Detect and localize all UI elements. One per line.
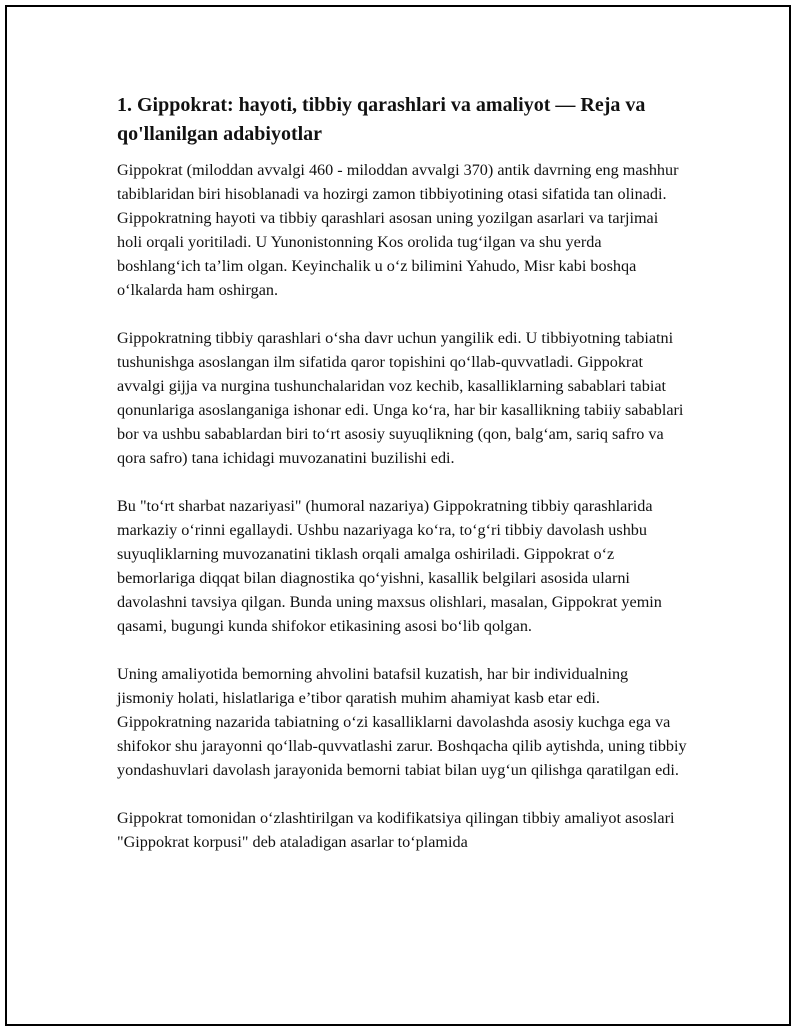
document-body bbox=[117, 91, 687, 878]
paragraph-1: Gippokrat (miloddan avvalgi 460 - miloddan avvalgi 370) antik davrning eng mashhur tabiblaridan biri hisoblanadi va hozirgi zamon tibbiyotining otasi sifatida tan olinadi. Gippokratning hayoti va tibbiy qarashlari asosan uning yozilgan asarlari va tarjimai holi orqali yoritiladi. U Yunonistonning Kos orolida tug‘ilgan va shu yerda boshlang‘ich ta’lim olgan. Keyinchalik u o‘z bilimini Yahudo, Misr kabi boshqa o‘lkalarda ham oshirgan. bbox=[117, 161, 679, 299]
paragraph-3: Bu "to‘rt sharbat nazariyasi" (humoral nazariya) Gippokratning tibbiy qarashlarida markaziy o‘rinni egallaydi. Ushbu nazariyaga ko‘ra, to‘g‘ri tibbiy davolash ushbu suyuqliklarning muvozanatini tiklash orqali amalga oshiriladi. Gippokrat o‘z bemorlariga diqqat bilan diagnostika qo‘yishni, kasallik belgilari asosida ularni davolashni tavsiya qilgan. Bunda uning maxsus olishlari, masalan, Gippokrat yemin qasami, bugungi kunda shifokor etikasining asosi bo‘lib qolgan. bbox=[117, 497, 662, 635]
paragraph-5: Gippokrat tomonidan o‘zlashtirilgan va kodifikatsiya qilingan tibbiy amaliyot asoslari "Gippokrat korpusi" deb ataladigan asarlar to‘plamida bbox=[117, 809, 675, 851]
paragraph-2: Gippokratning tibbiy qarashlari o‘sha davr uchun yangilik edi. U tibbiyotning tabiatni tushunishga asoslangan ilm sifatida qaror topishini qo‘llab-quvvatladi. Gippokrat avvalgi gijja va nurgina tushunchalaridan voz kechib, kasalliklarning sabablari tabiat qonunlariga asoslanganiga ishonar edi. Unga ko‘ra, har bir kasallikning tabiiy sabablari bor va ushbu sabablardan biri to‘rt asosiy suyuqlikning (qon, balg‘am, sariq safro va qora safro) tana ichidagi muvozanatini buzilishi edi. bbox=[117, 329, 684, 467]
document-title: 1. Gippokrat: hayoti, tibbiy qarashlari va amaliyot — Reja va qo'llanilgan adabiyotlar bbox=[117, 94, 646, 145]
paragraph-4: Uning amaliyotida bemorning ahvolini batafsil kuzatish, har bir individualning jismoniy holati, hislatlariga e’tibor qaratish muhim ahamiyat kasb etar edi. Gippokratning nazarida tabiatning o‘zi kasalliklarni davolashda asosiy kuchga ega va shifokor shu jarayonni qo‘llab-quvvatlashi zarur. Boshqacha qilib aytishda, uning tibbiy yondashuvlari davolash jarayonida bemorni tabiat bilan uyg‘un qilishga qaratilgan edi. bbox=[117, 665, 687, 779]
